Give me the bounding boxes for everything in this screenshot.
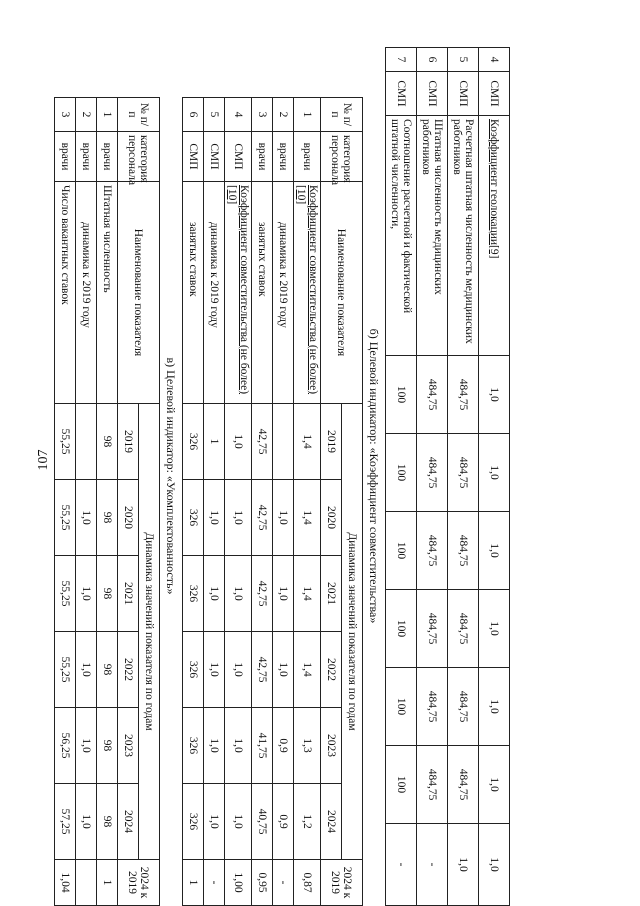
table-row (252, 98, 273, 906)
row-value: 1,0 (76, 632, 97, 708)
row-value: 1,0 (479, 512, 510, 590)
table-row (183, 98, 204, 906)
row-value: 98 (97, 784, 118, 860)
header-year: 2024 (118, 784, 139, 860)
header-year: 2020 (118, 480, 139, 556)
row-value: 484,75 (417, 746, 448, 824)
row-value: 1,0 (225, 632, 252, 708)
row-value: 0,87 (294, 860, 321, 906)
table-b (182, 97, 363, 906)
row-value: 1 (204, 404, 225, 480)
row-value: 100 (386, 590, 417, 668)
row-value: 42,75 (252, 404, 273, 480)
header-year: 2019 (118, 404, 139, 480)
row-value: 1,0 (76, 556, 97, 632)
row-value: 1,4 (294, 632, 321, 708)
row-value: 1,0 (273, 632, 294, 708)
row-value: 1,0 (76, 708, 97, 784)
row-value: 42,75 (252, 632, 273, 708)
row-category: врачи (55, 132, 76, 182)
row-value: - (386, 824, 417, 906)
row-value: 98 (97, 632, 118, 708)
header-year: 2020 (321, 480, 342, 556)
row-value: 1,00 (225, 860, 252, 906)
row-no: 3 (55, 98, 76, 132)
header-year: 2022 (118, 632, 139, 708)
table-row (417, 48, 448, 906)
row-category: СМП (417, 72, 448, 116)
row-value: 1,0 (204, 556, 225, 632)
row-category: СМП (204, 132, 225, 182)
row-value: 42,75 (252, 480, 273, 556)
row-value: 1,0 (479, 356, 510, 434)
row-value: 1,0 (479, 668, 510, 746)
header-year: 2024 (321, 784, 342, 860)
row-no: 3 (252, 98, 273, 132)
row-value: 0,95 (252, 860, 273, 906)
row-indicator: занятых ставок (183, 182, 204, 404)
table-row (448, 48, 479, 906)
row-value: 41,75 (252, 708, 273, 784)
row-value: 100 (386, 746, 417, 824)
table-row (294, 98, 321, 906)
row-value: 1,3 (294, 708, 321, 784)
header-year: 2023 (118, 708, 139, 784)
rotated-sheet (59, 47, 510, 905)
table-row (225, 98, 252, 906)
row-category: СМП (183, 132, 204, 182)
row-value: 100 (386, 512, 417, 590)
row-indicator: динамика к 2019 году (76, 182, 97, 404)
row-no: 5 (204, 98, 225, 132)
row-value: 1,0 (225, 404, 252, 480)
row-value: 100 (386, 356, 417, 434)
row-value: 326 (183, 556, 204, 632)
row-value: 1 (97, 860, 118, 906)
row-indicator: Штатная численность (97, 182, 118, 404)
row-value: 484,75 (448, 668, 479, 746)
row-value: 100 (386, 668, 417, 746)
row-value: 1,04 (55, 860, 76, 906)
row-no: 4 (479, 48, 510, 72)
header-year: 2023 (321, 708, 342, 784)
table-row (204, 98, 225, 906)
row-indicator: динамика к 2019 году (204, 182, 225, 404)
row-value: 98 (97, 404, 118, 480)
row-value: 1,0 (225, 784, 252, 860)
row-value: 484,75 (417, 512, 448, 590)
row-value: 326 (183, 480, 204, 556)
header-ratio: 2024 к 2019 (118, 860, 160, 906)
row-indicator: Число вакантных ставок (55, 182, 76, 404)
row-value: 1,4 (294, 556, 321, 632)
header-year: 2021 (118, 556, 139, 632)
row-value: 55,25 (55, 632, 76, 708)
row-no: 4 (225, 98, 252, 132)
header-year: 2022 (321, 632, 342, 708)
row-value (76, 404, 97, 480)
header-ratio: 2024 к 2019 (321, 860, 363, 906)
row-value: 1,0 (76, 784, 97, 860)
row-value: 484,75 (448, 434, 479, 512)
row-value: 1,0 (204, 784, 225, 860)
row-no: 6 (183, 98, 204, 132)
row-value: 1,0 (204, 632, 225, 708)
header-category: категория персонала (321, 132, 363, 182)
row-value: 484,75 (448, 590, 479, 668)
row-value: - (273, 860, 294, 906)
header-dynamics: Динамика значений показателя по годам (342, 404, 363, 860)
row-value: 1,0 (273, 480, 294, 556)
row-value: 326 (183, 708, 204, 784)
row-value: 0,9 (273, 708, 294, 784)
row-category: врачи (97, 132, 118, 182)
header-no: № п/п (118, 98, 160, 132)
table-row (55, 98, 76, 906)
row-indicator: динамика к 2019 году (273, 182, 294, 404)
row-category: врачи (294, 132, 321, 182)
row-value: 1,0 (448, 824, 479, 906)
row-value: 1,0 (204, 480, 225, 556)
row-value: 484,75 (417, 668, 448, 746)
row-value: 55,25 (55, 404, 76, 480)
row-value: 1,0 (479, 746, 510, 824)
row-no: 1 (294, 98, 321, 132)
row-no: 1 (97, 98, 118, 132)
row-indicator: Штатная численность медицинских работников (417, 116, 448, 356)
header-dynamics: Динамика значений показателя по годам (139, 404, 160, 860)
table-row (479, 48, 510, 906)
row-value: 484,75 (448, 746, 479, 824)
row-value: 326 (183, 404, 204, 480)
row-value: 1,0 (479, 824, 510, 906)
row-indicator: Расчетная штатная численность медицинских работников (448, 116, 479, 356)
table-row (76, 98, 97, 906)
row-value: 1,0 (225, 556, 252, 632)
row-value: 326 (183, 632, 204, 708)
header-indicator: Наименование показателя (321, 182, 363, 404)
row-value: 484,75 (448, 512, 479, 590)
row-no: 6 (417, 48, 448, 72)
row-value: 484,75 (417, 590, 448, 668)
row-value: 42,75 (252, 556, 273, 632)
table-c (54, 97, 160, 906)
row-no: 2 (273, 98, 294, 132)
caption-b: б) Целевой индикатор: «Коэффициент совместительства» (367, 328, 381, 624)
header-year: 2019 (321, 404, 342, 480)
row-value: 1,0 (273, 556, 294, 632)
row-value: 57,25 (55, 784, 76, 860)
row-value: 484,75 (417, 356, 448, 434)
row-value (76, 860, 97, 906)
row-category: врачи (252, 132, 273, 182)
row-value: 484,75 (448, 356, 479, 434)
row-category: СМП (479, 72, 510, 116)
row-value: 55,25 (55, 480, 76, 556)
row-no: 5 (448, 48, 479, 72)
table-a (385, 47, 510, 906)
row-category: СМП (225, 132, 252, 182)
row-value: 98 (97, 708, 118, 784)
row-value: 100 (386, 434, 417, 512)
row-indicator: Коэффициент совместительства (не более) [10] (294, 182, 321, 404)
header-year: 2021 (321, 556, 342, 632)
row-value: 98 (97, 480, 118, 556)
row-value: 1,0 (225, 480, 252, 556)
header-no: № п/п (321, 98, 363, 132)
header-indicator: Наименование показателя (118, 182, 160, 404)
row-value: 1,0 (479, 434, 510, 512)
row-value: 1,0 (204, 708, 225, 784)
row-value: 0,9 (273, 784, 294, 860)
row-category: СМП (448, 72, 479, 116)
row-category: СМП (386, 72, 417, 116)
row-value: 1 (183, 860, 204, 906)
row-value: - (417, 824, 448, 906)
row-value: 326 (183, 784, 204, 860)
row-category: врачи (273, 132, 294, 182)
row-value: 98 (97, 556, 118, 632)
row-value: 56,25 (55, 708, 76, 784)
row-value: 1,0 (225, 708, 252, 784)
row-indicator: занятых ставок (252, 182, 273, 404)
row-value: - (204, 860, 225, 906)
row-value: 55,25 (55, 556, 76, 632)
row-value: 1,4 (294, 404, 321, 480)
row-no: 2 (76, 98, 97, 132)
caption-c: в) Целевой индикатор: «Укомплектованность» (164, 357, 178, 595)
table-row (273, 98, 294, 906)
table-row (386, 48, 417, 906)
row-value: 484,75 (417, 434, 448, 512)
row-value: 40,75 (252, 784, 273, 860)
row-value: 1,2 (294, 784, 321, 860)
page-number: 107 (36, 449, 51, 471)
row-indicator: Коэффициент геолокации[9] (479, 116, 510, 356)
row-value: 1,4 (294, 480, 321, 556)
header-category: категория персонала (118, 132, 160, 182)
row-indicator: Коэффициент совместительства (не более) [10] (225, 182, 252, 404)
row-no: 7 (386, 48, 417, 72)
row-value: 1,0 (76, 480, 97, 556)
row-value (273, 404, 294, 480)
row-category: врачи (76, 132, 97, 182)
row-indicator: Соотношение расчетной и фактической штатной численности, (386, 116, 417, 356)
row-value: 1,0 (479, 590, 510, 668)
table-row (97, 98, 118, 906)
